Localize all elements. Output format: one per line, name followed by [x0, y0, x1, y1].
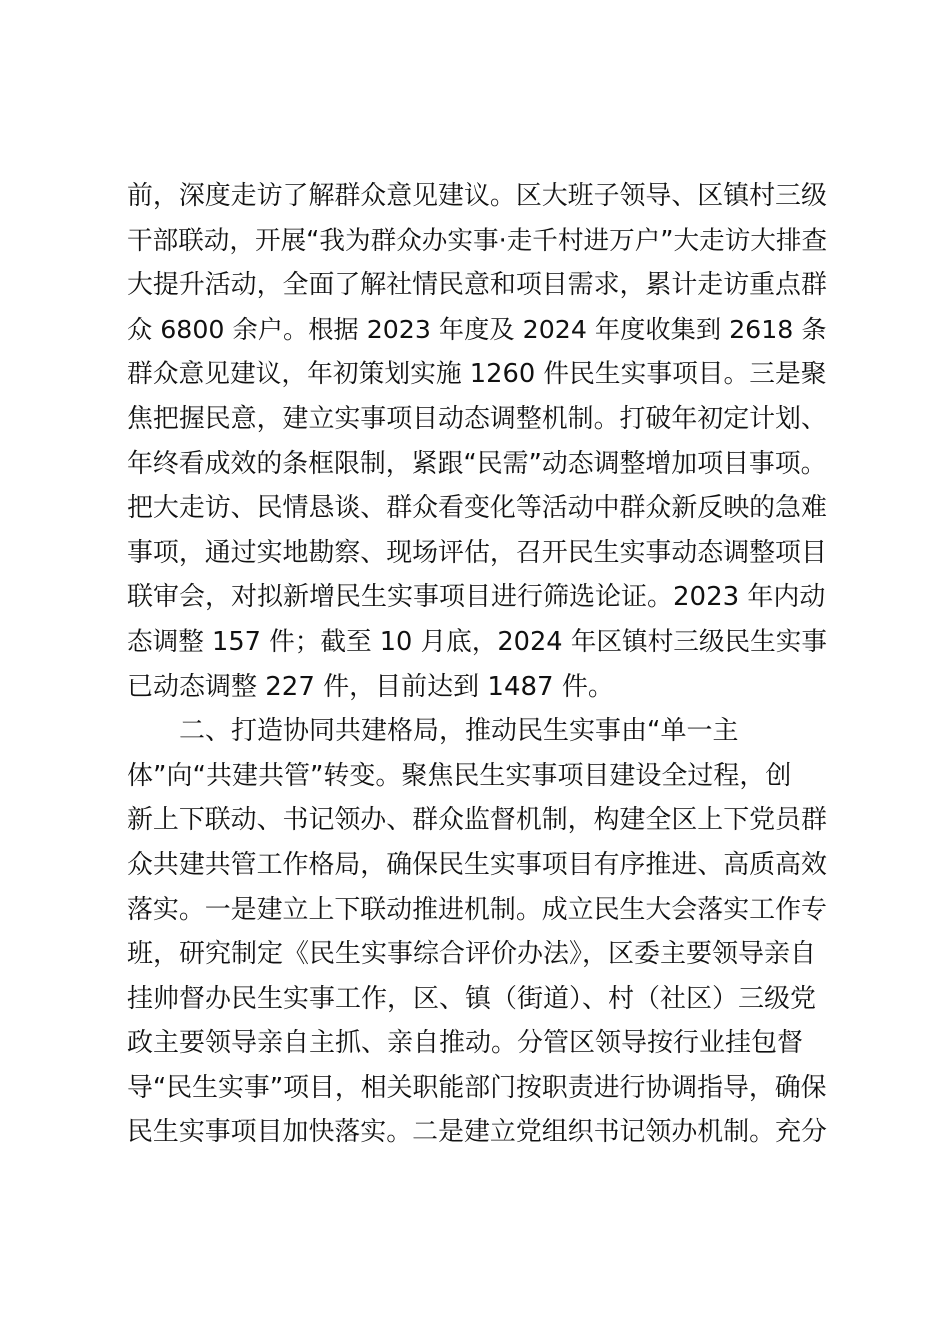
text-line: 班，研究制定《民生实事综合评价办法》，区委主要领导亲自	[127, 939, 817, 970]
text-line: 已动态调整 227 件，目前达到 1487 件。	[127, 671, 614, 702]
text-line: 年终看成效的条框限制，紧跟“民需”动态调整增加项目事项。	[127, 448, 827, 479]
body-text	[127, 174, 827, 1155]
text-line: 众共建共管工作格局，确保民生实事项目有序推进、高质高效	[127, 849, 827, 880]
text-line: 态调整 157 件；截至 10 月底，2024 年区镇村三级民生实事	[127, 626, 827, 657]
text-line: 大提升活动，全面了解社情民意和项目需求，累计走访重点群	[127, 270, 827, 301]
text-line: 落实。一是建立上下联动推进机制。成立民生大会落实工作专	[127, 894, 827, 925]
text-line: 把大走访、民情恳谈、群众看变化等活动中群众新反映的急难	[127, 493, 827, 524]
text-line: 焦把握民意，建立实事项目动态调整机制。打破年初定计划、	[127, 403, 827, 434]
text-line: 新上下联动、书记领办、群众监督机制，构建全区上下党员群	[127, 805, 827, 836]
text-line: 政主要领导亲自主抓、亲自推动。分管区领导按行业挂包督	[127, 1028, 804, 1059]
text-line: 事项，通过实地勘察、现场评估，召开民生实事动态调整项目	[127, 537, 827, 568]
text-line: 群众意见建议，年初策划实施 1260 件民生实事项目。三是聚	[127, 359, 827, 390]
text-line: 干部联动，开展“我为群众办实事·走千村进万户”大走访大排查	[127, 225, 828, 256]
text-line: 体”向“共建共管”转变。聚焦民生实事项目建设全过程，创	[127, 760, 792, 791]
text-line: 挂帅督办民生实事工作，区、镇（街道）、村（社区）三级党	[127, 983, 817, 1014]
text-line: 导“民生实事”项目，相关职能部门按职责进行协调指导，确保	[127, 1072, 827, 1103]
text-line: 前，深度走访了解群众意见建议。区大班子领导、区镇村三级	[127, 181, 827, 211]
text-line: 联审会，对拟新增民生实事项目进行筛选论证。2023 年内动	[127, 582, 826, 613]
text-line: 众 6800 余户。根据 2023 年度及 2024 年度收集到 2618 条	[127, 314, 827, 344]
section-heading-line: 二、打造协同共建格局，推动民生实事由“单一主	[179, 716, 739, 747]
text-line: 民生实事项目加快落实。二是建立党组织书记领办机制。充分	[127, 1117, 827, 1148]
